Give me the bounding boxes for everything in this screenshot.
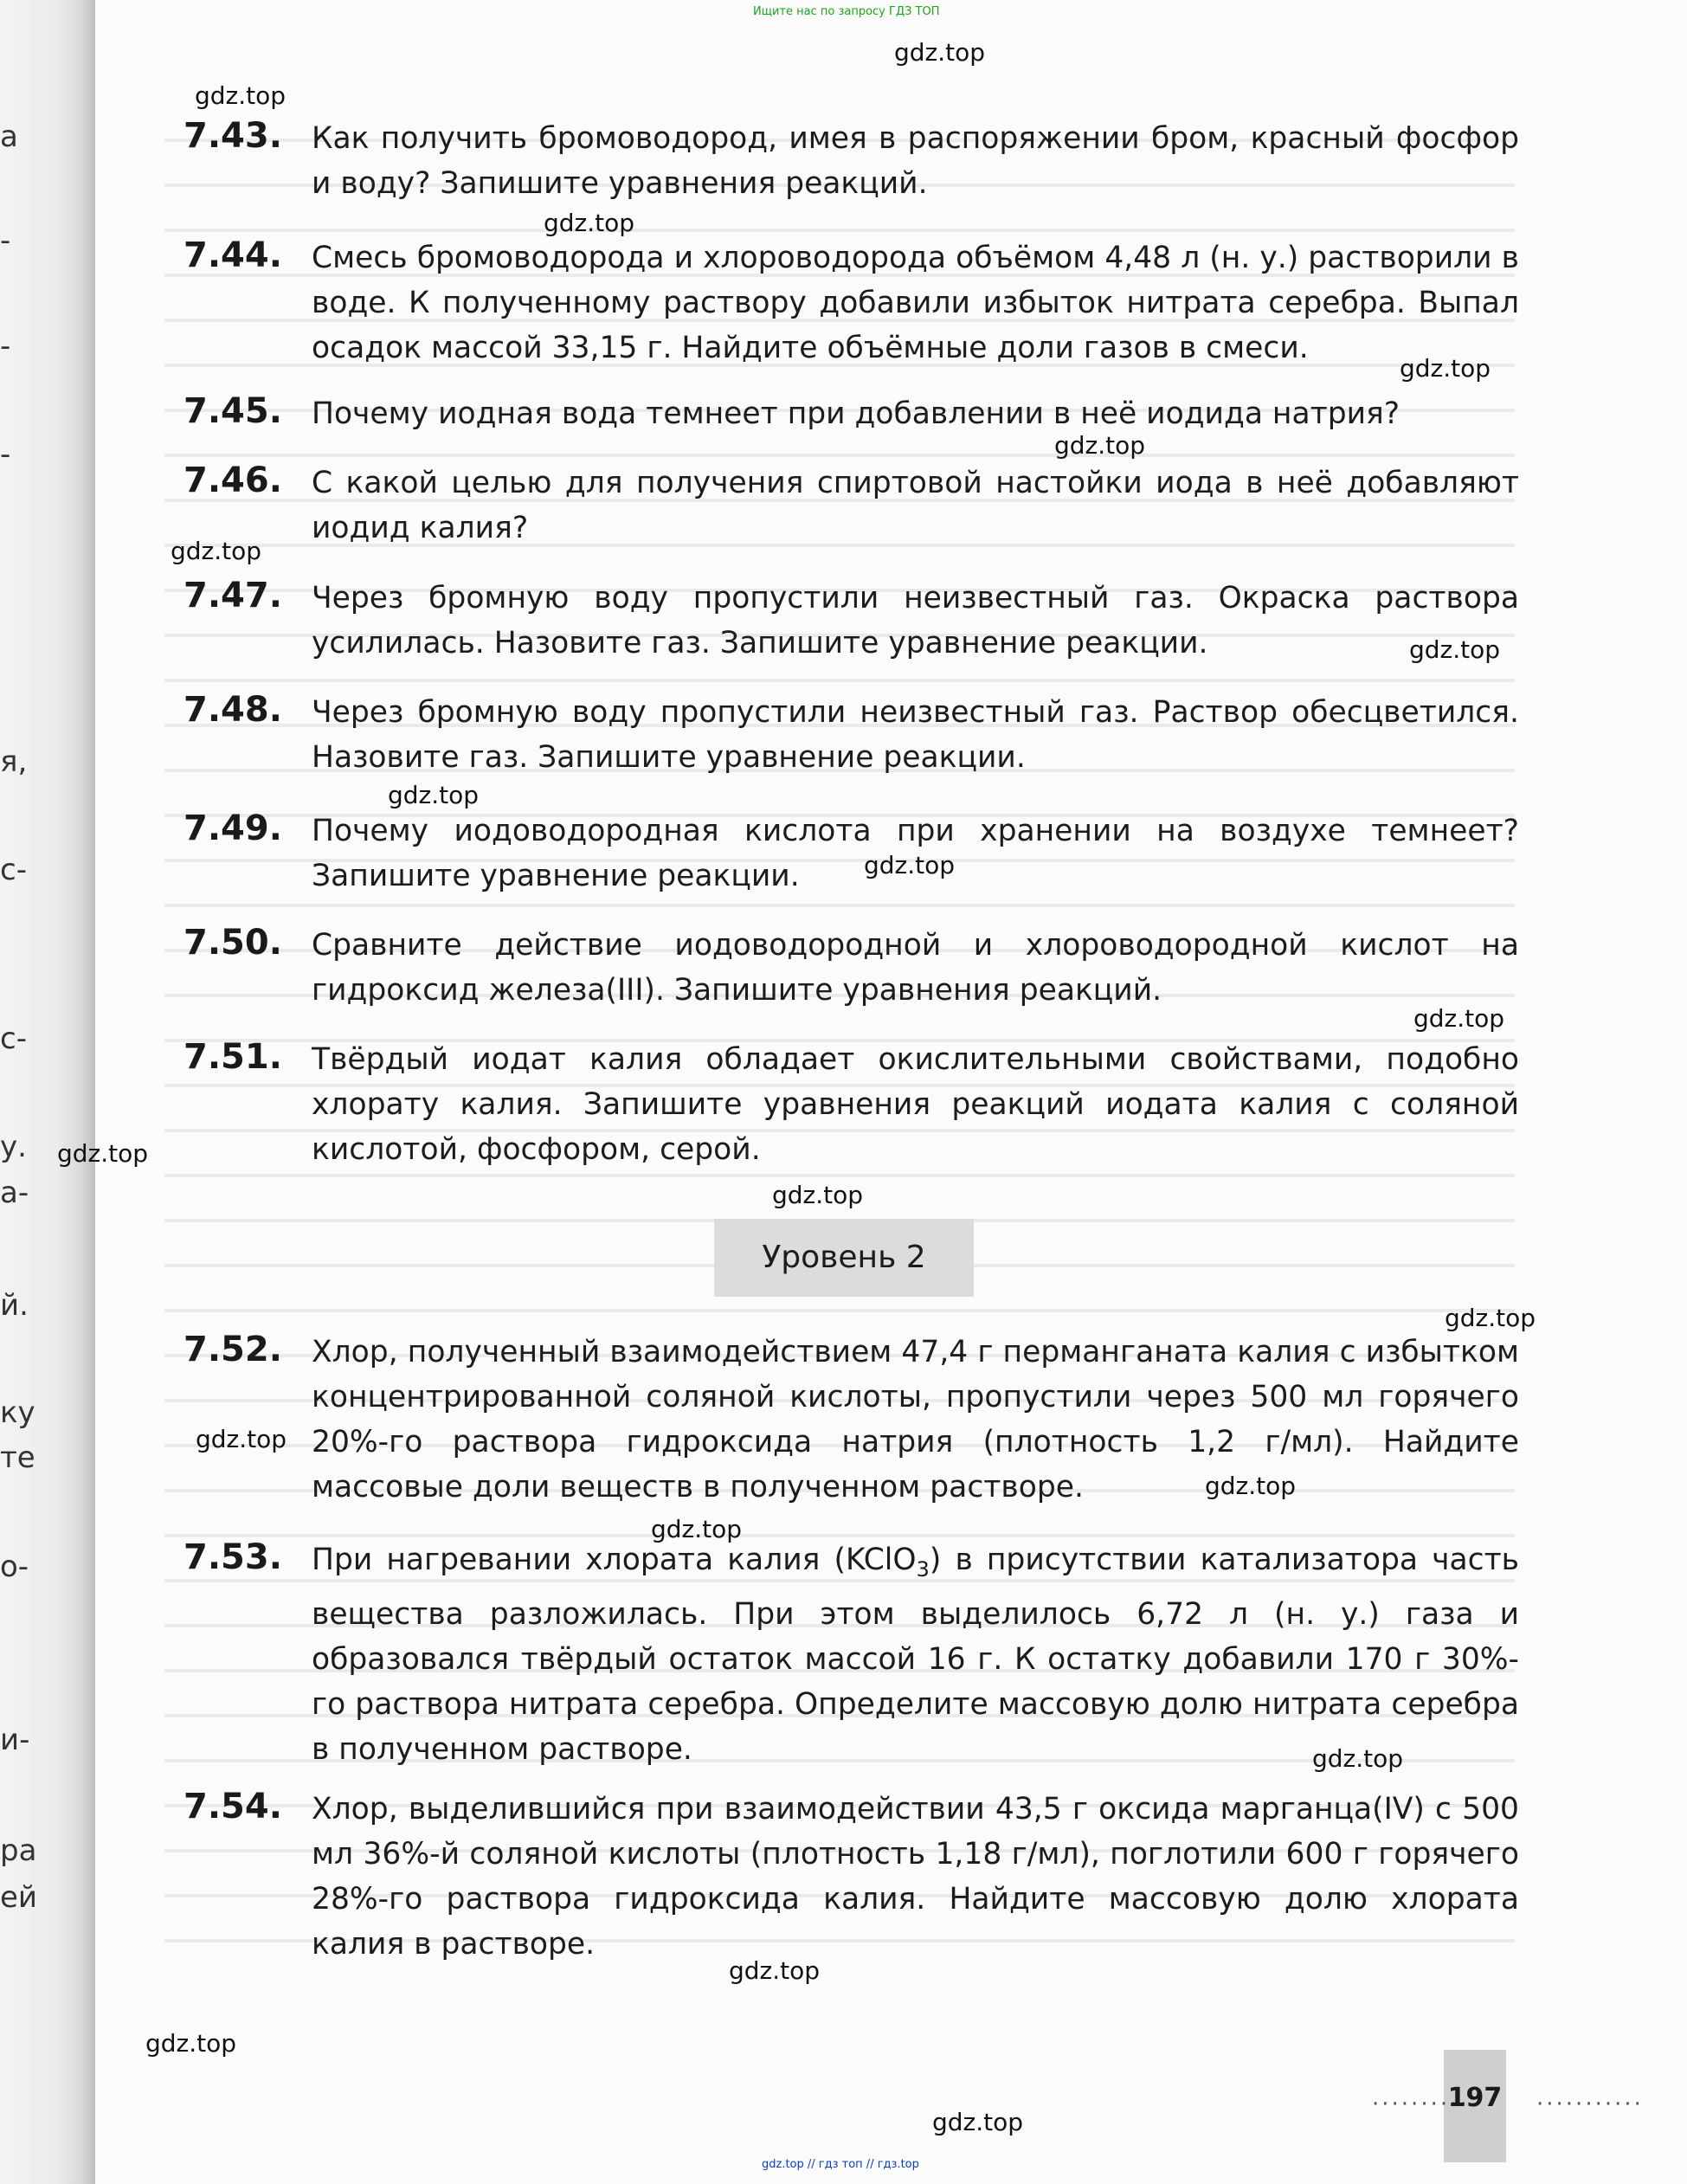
watermark: gdz.top [1413, 1004, 1505, 1033]
watermark: gdz.top [145, 2029, 237, 2058]
watermark: gdz.top [932, 2108, 1024, 2136]
gutter-fragment: с- [0, 1021, 27, 1056]
watermark: gdz.top [1205, 1472, 1297, 1500]
watermark: gdz.top [894, 38, 986, 67]
gutter-fragment: с- [0, 853, 27, 887]
site-header-note[interactable]: Ищите нас по запросу ГДЗ ТОП [753, 5, 940, 18]
watermark: gdz.top [1445, 1304, 1536, 1332]
watermark: gdz.top [544, 209, 635, 237]
problem-number: 7.44. [184, 235, 282, 275]
gutter-fragment: те [0, 1440, 35, 1475]
problem-text-part: При нагревании хлората калия (KClO [312, 1543, 917, 1577]
gutter-fragment: й. [0, 1288, 29, 1323]
watermark: gdz.top [651, 1515, 743, 1543]
gutter-fragment: ку [0, 1395, 35, 1430]
problem-number: 7.54. [184, 1787, 282, 1826]
problem-text: Смесь бромоводорода и хлороводорода объёмом 4,48 л (н. у.) растворили в воде. К полученному раствору добавили избыток нитрата серебра. Выпал осадок массой 33,15 г. Найдите объёмные доли газов в смеси. [312, 241, 1519, 365]
problem-text: Хлор, полученный взаимодействием 47,4 г перманганата калия с избытком концентрированной соляной кислоты, пропустили через 500 мл горячего 20%-го раствора гидроксида натрия (плотность 1,2 г/мл). Найдите массовые доли веществ в полученном растворе. [312, 1335, 1519, 1504]
problem-number: 7.52. [184, 1330, 282, 1369]
problem-text: С какой целью для получения спиртовой настойки иода в неё добавляют иодид калия? [312, 466, 1519, 545]
problem-text [312, 1537, 1519, 1772]
problem-text: Через бромную воду пропустили неизвестный газ. Раствор обесцветился. Назовите газ. Запишите уравнение реакции. [312, 695, 1519, 775]
watermark: gdz.top [171, 537, 262, 565]
page-number: 197 [1447, 2083, 1503, 2113]
watermark: gdz.top [864, 851, 956, 879]
problem-number: 7.46. [184, 461, 282, 500]
site-footer-note[interactable]: gdz.top // гдз топ // гдз.top [762, 2158, 919, 2171]
problem-text: Через бромную воду пропустили неизвестный газ. Окраска раствора усилилась. Назовите газ. Запишите уравнение реакции. [312, 581, 1519, 660]
watermark: gdz.top [1312, 1744, 1404, 1773]
problem-number: 7.43. [184, 116, 282, 156]
watermark: gdz.top [772, 1181, 864, 1209]
subscript: 3 [916, 1556, 930, 1582]
problem-text: Почему иодоводородная кислота при хранении на воздухе темнеет? Запишите уравнение реакции. [312, 814, 1519, 893]
problem-number: 7.49. [184, 809, 282, 848]
watermark: gdz.top [1409, 635, 1501, 664]
gutter-fragment: и- [0, 1723, 30, 1757]
problem-text: Хлор, выделившийся при взаимодействии 43,5 г оксида марганца(IV) с 500 мл 36%-й соляной кислоты (плотность 1,18 г/мл), поглотили 600 г горячего 28%-го раствора гидроксида калия. Найдите массовую долю хлората калия в растворе. [312, 1792, 1519, 1962]
level-heading: Уровень 2 [762, 1240, 926, 1275]
book-gutter [0, 0, 95, 2184]
watermark: gdz.top [1400, 354, 1491, 383]
problem-number: 7.48. [184, 690, 282, 730]
gutter-fragment: ей [0, 1880, 38, 1915]
problem-number: 7.45. [184, 391, 282, 431]
gutter-fragment: у. [0, 1130, 27, 1164]
gutter-fragment: ра [0, 1833, 37, 1868]
problem-number: 7.51. [184, 1037, 282, 1077]
level-heading-box [714, 1219, 974, 1297]
gutter-fragment: - [0, 223, 11, 258]
gutter-fragment: я, [0, 744, 28, 779]
watermark: gdz.top [195, 81, 287, 110]
problem-text: Почему иодная вода темнеет при добавлении в неё иодида натрия? [312, 396, 1400, 431]
dotted-leader: ··········· [1536, 2091, 1644, 2117]
problem-text: Как получить бромоводород, имея в распоряжении бром, красный фосфор и воду? Запишите уравнения реакций. [312, 121, 1519, 201]
dotted-leader: ·········· [1372, 2091, 1470, 2117]
watermark: gdz.top [1054, 431, 1146, 460]
problem-text: Твёрдый иодат калия обладает окислительными свойствами, подобно хлорату калия. Запишите уравнения реакций иодата калия с соляной кислотой, фосфором, серой. [312, 1042, 1519, 1167]
problem-number: 7.50. [184, 923, 282, 963]
problem-number: 7.47. [184, 576, 282, 615]
watermark: gdz.top [196, 1425, 287, 1453]
gutter-fragment: а- [0, 1176, 29, 1210]
problem-text: Сравните действие иодоводородной и хлороводородной кислот на гидроксид железа(III). Запишите уравнения реакций. [312, 928, 1519, 1008]
gutter-fragment: - [0, 329, 11, 364]
gutter-fragment: - [0, 437, 11, 472]
gutter-fragment: а [0, 119, 18, 154]
watermark: gdz.top [729, 1956, 821, 1985]
gutter-fragment: о- [0, 1549, 29, 1584]
problem-text-part: ) в присутствии катализатора часть вещества разложилась. При этом выделилось 6,72 л (н. у.) газа и образовался твёрдый остаток массой 16 г. К остатку добавили 170 г 30%-го раствора нитрата серебра. Определите массовую долю нитрата серебра в полученном растворе. [312, 1543, 1520, 1767]
problem-number: 7.53. [184, 1537, 282, 1577]
watermark: gdz.top [57, 1139, 149, 1168]
watermark: gdz.top [388, 781, 480, 809]
